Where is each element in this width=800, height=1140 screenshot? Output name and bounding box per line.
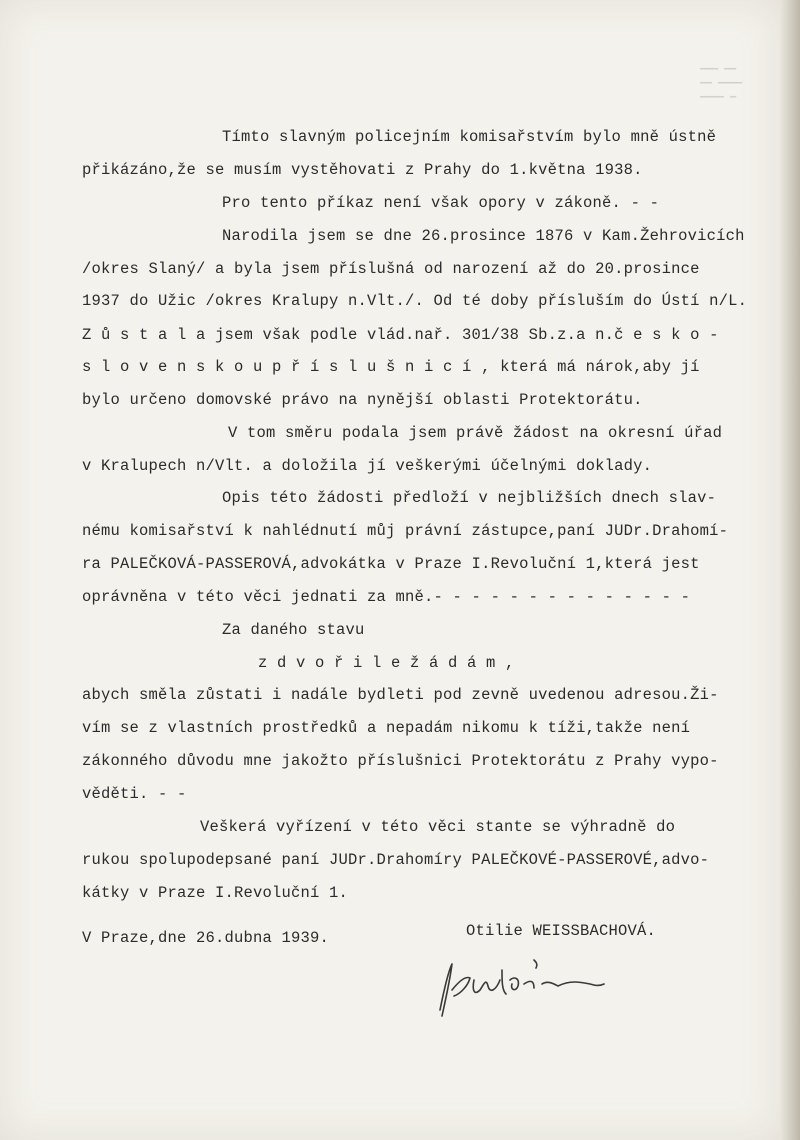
letter-line: zákonného důvodu mne jakožto příslušnici Protektorátu z Prahy vypo- [82,752,719,770]
letter-line: ra PALEČKOVÁ-PASSEROVÁ,advokátka v Praze I.Revoluční 1,která jest [82,555,700,573]
letter-line: Za daného stavu [222,621,365,639]
letter-line: 1937 do Užic /okres Kralupy n.Vlt./. Od té doby přísluším do Ústí n/L. [82,292,748,310]
letter-line: rukou spolupodepsané paní JUDr.Drahomíry PALEČKOVÉ-PASSEROVÉ,advo- [82,851,710,869]
letter-line: Z ů s t a l a jsem však podle vlád.nař. 301/38 Sb.z.a n.č e s k o - [82,326,719,344]
letter-line: V tom směru podala jsem právě žádost na okresní úřad [228,424,723,442]
signatory-name: Otilie WEISSBACHOVÁ. [466,922,657,940]
page-edge [780,0,800,1140]
letter-line: Tímto slavným policejním komisařstvím bylo mně ústně [222,128,717,146]
place-date: V Praze,dne 26.dubna 1939. [82,929,330,947]
handwritten-signature [430,950,620,1030]
letter-line: nému komisařství k nahlédnutí můj právní zástupce,paní JUDr.Drahomí- [82,522,729,540]
letter-line: kátky v Praze I.Revoluční 1. [82,884,349,902]
letter-line: Narodila jsem se dne 26.prosince 1876 v Kam.Žehrovicích [222,227,745,245]
letter-line: v Kralupech n/Vlt. a doložila jí veškerými účelnými doklady. [82,457,653,475]
letter-line: /okres Slaný/ a byla jsem příslušná od narození až do 20.prosince [82,260,700,278]
letter-line: věděti. - - [82,785,187,803]
letter-line: vím se z vlastních prostředků a nepadám nikomu k tíži,takže není [82,719,691,737]
letter-line: abych směla zůstati i nadále bydleti pod zevně uvedenou adresou.Ži- [82,686,719,704]
letter-line: Opis této žádosti předloží v nejbližších dnech slav- [222,489,717,507]
letter-line-emphasis: z d v o ř i l e ž á d á m , [258,654,515,672]
letter-line: oprávněna v této věci jednati za mně.- - - - - - - - - - - - - - [82,588,691,606]
bleed-through-text: ▁▁▁ ▁▁ ▁▁ ▁▁▁▁ ▁▁▁▁ ▁ [700,59,743,98]
letter-line: Veškerá vyřízení v této věci stante se výhradně do [200,818,676,836]
letter-line: s l o v e n s k o u p ř í s l u š n i c í , která má nárok,aby jí [82,358,700,376]
letter-line: přikázáno,že se musím vystěhovati z Prahy do 1.května 1938. [82,161,643,179]
letter-line: Pro tento příkaz není však opory v zákoně. - - [222,194,660,212]
letter-line: bylo určeno domovské právo na nynější oblasti Protektorátu. [82,391,643,409]
